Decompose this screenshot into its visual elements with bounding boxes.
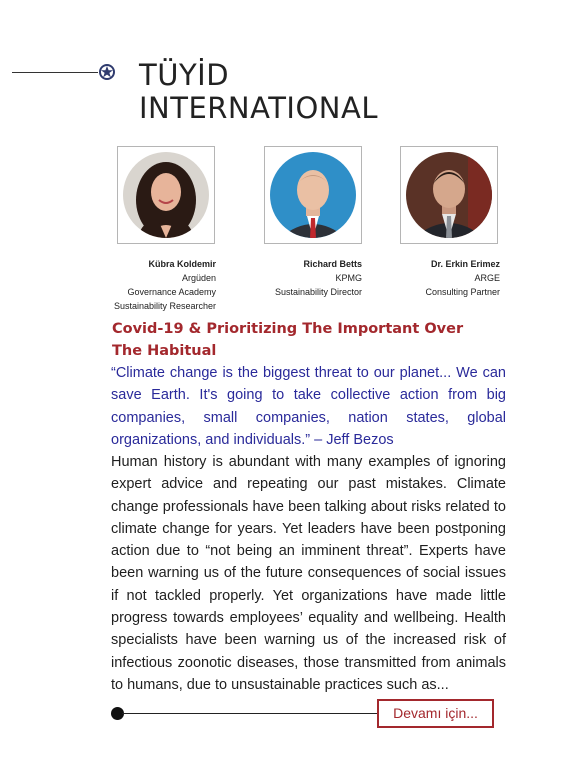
read-more-button[interactable]: Devamı için... [377,699,494,728]
speaker-detail: Sustainability Researcher [113,301,216,311]
speaker-name: Richard Betts [303,259,362,269]
speaker-detail: ARGE [474,273,500,283]
footer-rule [122,713,378,714]
speaker-info [425,257,500,299]
speaker-photo [123,152,209,238]
header-rule [12,72,98,73]
speaker-info [275,257,362,299]
speaker-detail: Governance Academy [127,287,216,297]
star-icon [98,63,116,81]
speaker-photo [270,152,356,238]
speaker-card-3 [400,146,500,297]
article-quote: “Climate change is the biggest threat to our planet... We can save Earth. It's going to take collective action from big companies, small companies, nation states, global organizations, and individuals.” – Jeff Bezos [111,365,506,448]
speaker-detail: KPMG [335,273,362,283]
speaker-photo-frame [264,146,362,244]
article-title: Covid-19 & Prioritizing The Important Over The Habitual [112,321,464,359]
page-title [139,59,378,125]
title-line-2: INTERNATIONAL [139,91,378,125]
speaker-info [114,257,216,313]
speaker-card-1 [113,146,216,311]
speaker-photo-frame [400,146,498,244]
speaker-detail: Argüden [181,273,216,283]
speaker-photo-frame [117,146,215,244]
speaker-name: Dr. Erkin Erimez [430,259,500,269]
speaker-card-2 [264,146,362,297]
speaker-photo [406,152,492,238]
title-line-1: TÜYİD [139,58,230,92]
speaker-detail: Sustainability Director [274,287,362,297]
speaker-detail: Consulting Partner [425,287,500,297]
article-body: Human history is abundant with many examples of ignoring expert advice and repeating our past mistakes. Climate change professionals have been talking about risks related to climate change for years. Yet leaders have been postponing action due to “not being an imminent threat”. Experts have been warning us of the future consequences of social issues if not tackled properly. Yet organizations have made little progress towards employees’ equality and wellbeing. Health specialists have been warning us of the increased risk of infectious zoonotic diseases, those transmitted from animals to humans, due to unsustainable practices such as... [111,454,506,693]
speaker-name: Kübra Koldemir [148,259,216,269]
